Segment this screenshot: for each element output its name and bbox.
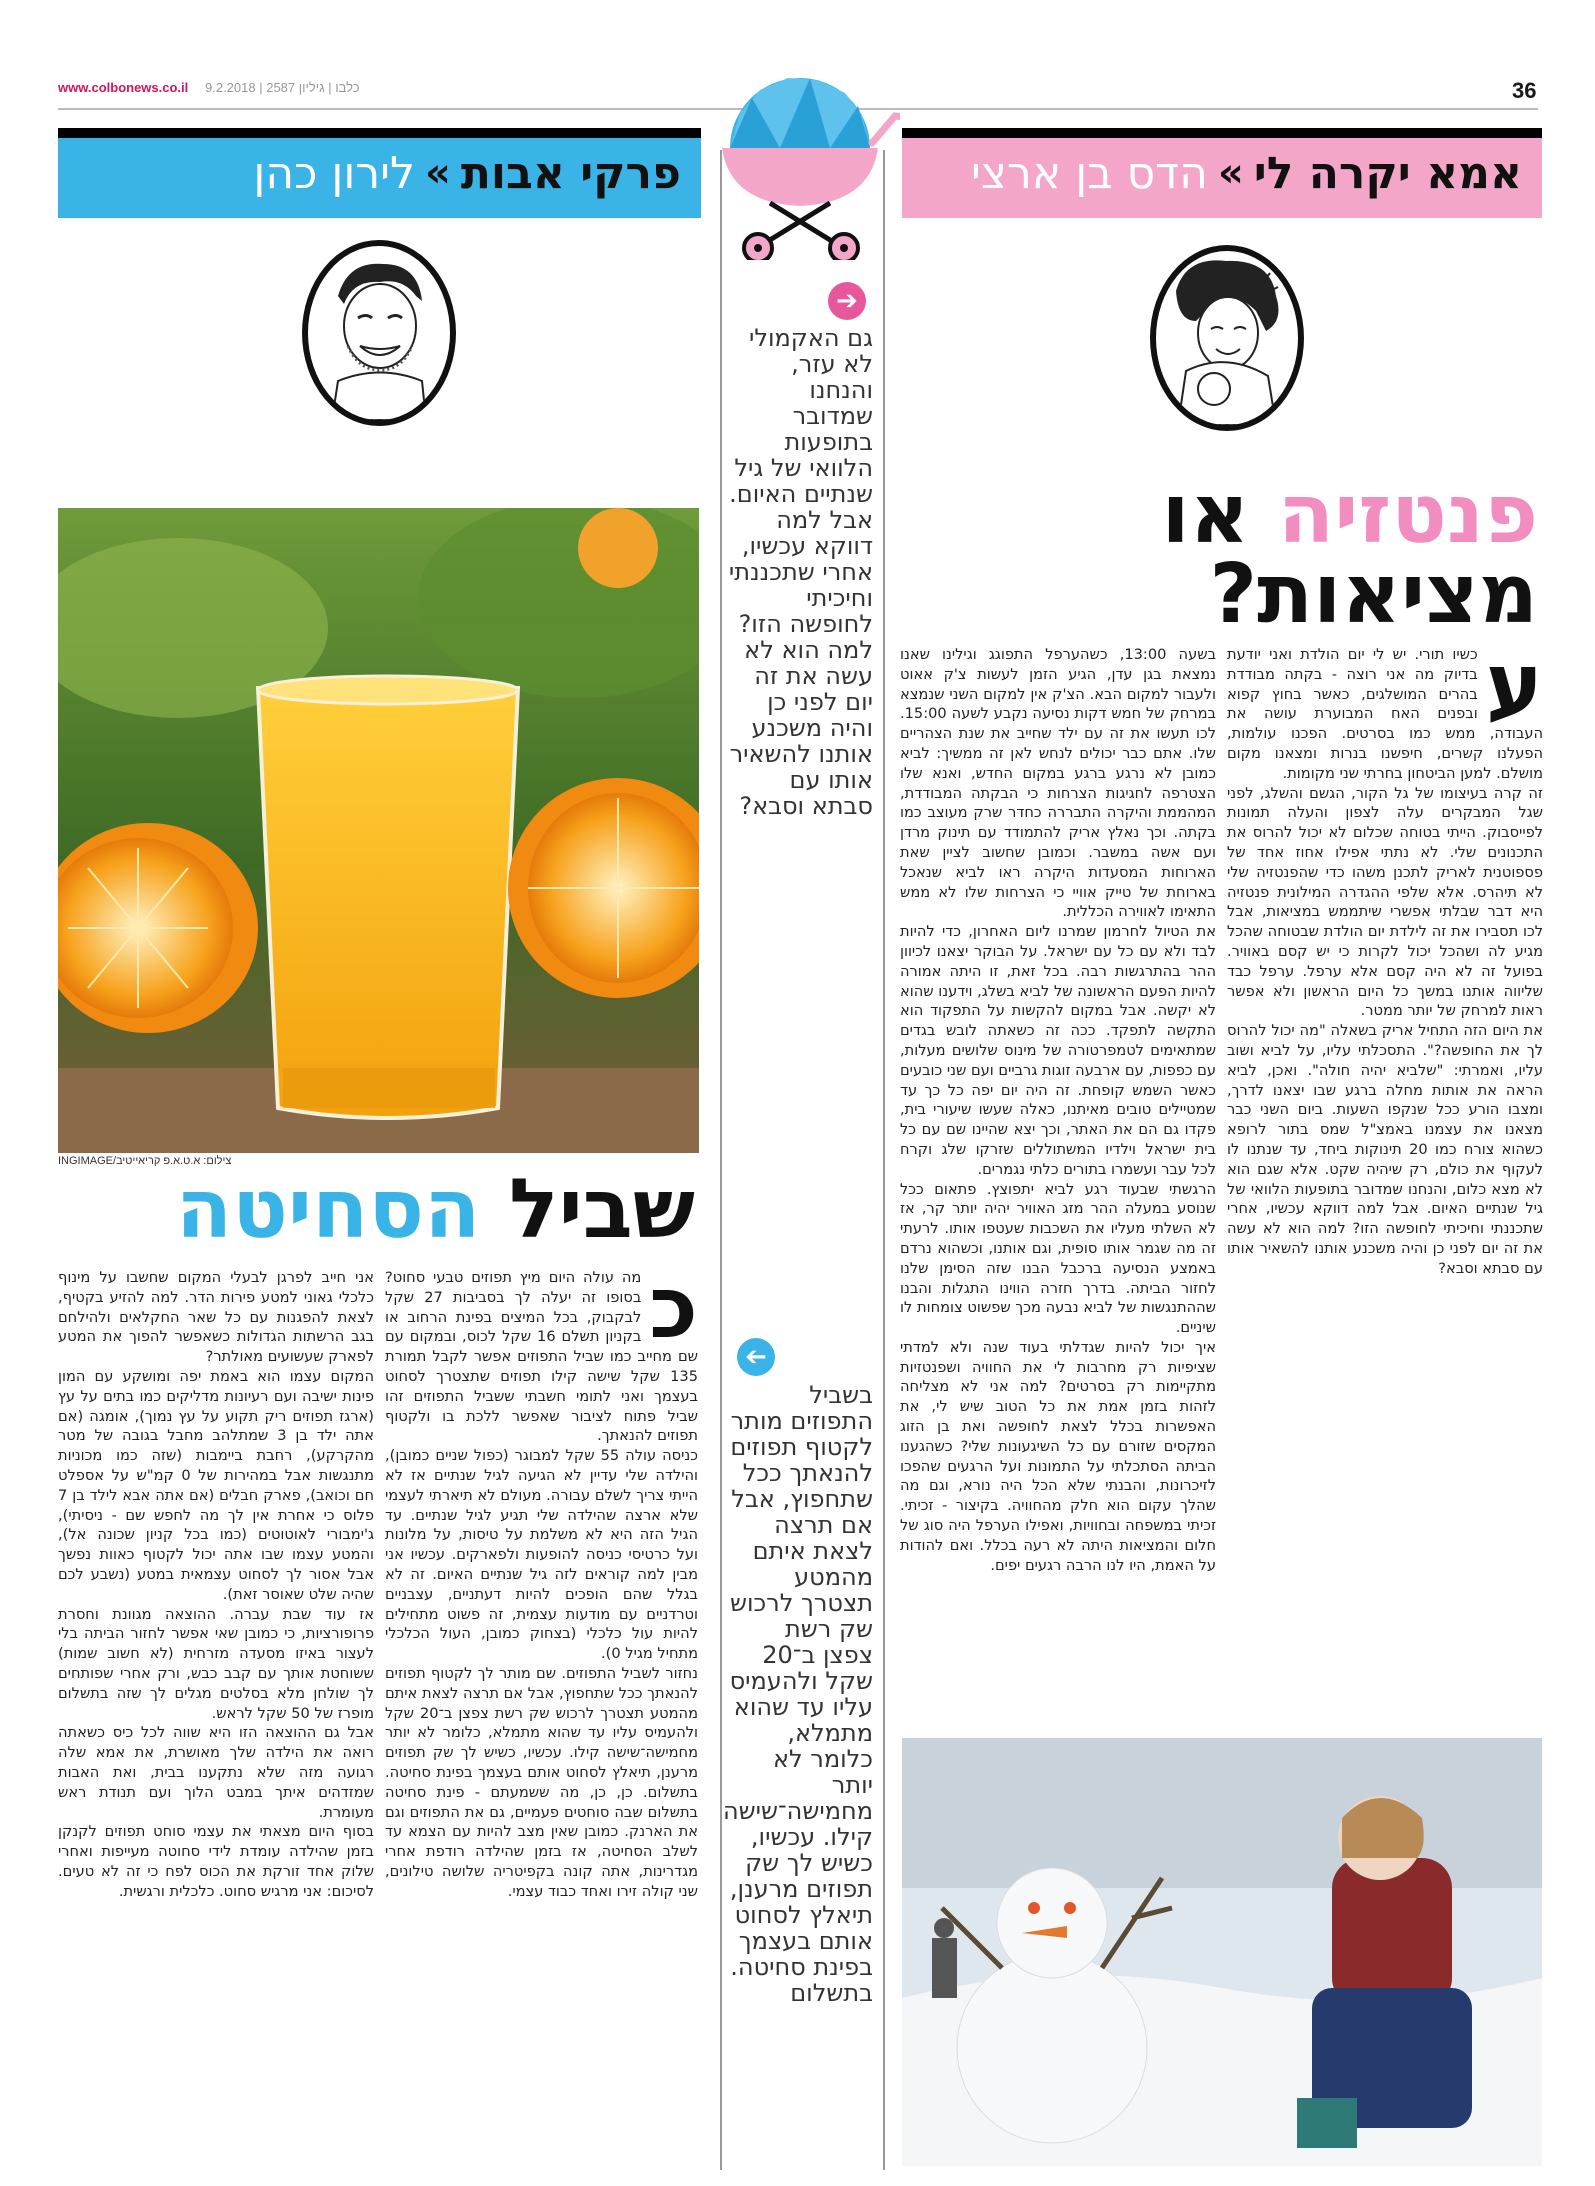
arrow-glyph: ➔ bbox=[745, 1342, 767, 1372]
arrow-left-icon bbox=[737, 1338, 775, 1376]
column-banner-right bbox=[902, 128, 1542, 218]
paragraph: מה עולה היום מיץ תפוזים טבעי סחוט? בסופו זה יעלה לך בסביבות 27 שקל לבקבוק, בכל המיצים בפינת הרחוב או בקניון תשלם 16 שקל לכוס, ובמקום עם שם מחייב כמו שביל התפוזים אפשר לקבל תמורת 135 שקל שישה קילו תפוזים שתצטרך לסחוט בעצמך ואני לתומי חשבתי ששביל התפוזים זהו שביל פתוח לציבור שאפשר ללכת בו ולקטוף תפוזים להנאתך. bbox=[385, 1269, 698, 1445]
baby-stroller-icon bbox=[700, 60, 900, 260]
paragraph: הרגשתי שבעוד רגע לביא יתפוצץ. פתאום ככל שנוסע במעלה ההר מזג האוויר יהיה יותר קר, אז לא השלתי מעליו את השכבות שעטפו אותו. לרעתי זה מה שגמר אותו סופית, וגם אותנו, וכשהוא נרדם באמצע הנסיעה ברכבל הבנו שזה הסימן שלנו לחזור הביתה. בדרך חזרה הווינו התגלות והבנו שההתנגשות של לביא נבעה מכך שפשוט צומחות לו שיניים. bbox=[900, 1180, 1216, 1337]
paragraph: המקום עצמו הוא באמת יפה ומושקע עם המון פינות ישיבה ועם רעיונות מדליקים כמו בתים על עץ (ארגז תפוזים ריק תקוע על עץ נמוך), אומגה (אם אתה ילד בן 3 שמתלהב מחבל בגובה של מטר מהקרקע), רחבת ביימבות (שזה כמו מכוניות מתנגשות אבל במהירות של 0 קמ"ש על אספלט חם וכואב), פארק חבלים (אם אתה אבא לילד בן 7 פלוס כי אחרת אין לך מה לחפש שם - ניסיתי), ג'ימבורי לאוטוטים (כמו בכל קניון שכונה אל), והמטע עצמו שבו אתה יכול לקטוף כאוות נפשך אבל אסור לך לסחוט עצמאית במטע (נשבע לכם שהיה שלט שאוסר זאת). bbox=[58, 1367, 374, 1603]
column-title: פרקי אבות bbox=[460, 147, 681, 199]
paragraph: אבל גם ההוצאה הזו היא שווה לכל כיס כשאתה רואה את הילדה שלך מאושרת, את אמא שלה רגועה מזה שלא נתקענו בבית, ואת האבות שמזדהים איתך במבט הלוך ועם תנודת ראש מעומרת. bbox=[58, 1724, 374, 1821]
headline-highlight: הסחיטה bbox=[175, 1162, 481, 1257]
article-column-left-1 bbox=[385, 1268, 698, 2148]
paragraph: אני חייב לפרגן לבעלי המקום שחשבו על מינוף כלכלי גאוני למטע פירות הדר. למה להזיע בקטיף, לצאת להפגנות עם כל שאר החקלאים ולהילחם בגב הרשתות הגדולות כשאפשר להפוך את המטע לפארק שעשועים מאולתר? bbox=[58, 1269, 374, 1366]
author-portrait-woman bbox=[1150, 245, 1304, 431]
headline-word: או bbox=[1161, 467, 1250, 562]
paragraph: כשיו תורי. יש לי יום הולדת ואני יודעת בדיוק מה אני רוצה - בקתה מבודדת בהרים המושלגים, כאשר בחוץ קפוא ובפנים האח המבוערת עושה את העבודה, ממש כמו בסרטים. הפכנו עולמות, הפעלנו קשרים, חיפשנו בנרות ומצאנו מקום מושלם. למען הביטחון בחרתי שני מקומות. bbox=[1227, 646, 1543, 782]
headline-highlight: פנטזיה bbox=[1277, 467, 1538, 562]
author-portrait-man bbox=[302, 240, 456, 426]
orange-juice-photo bbox=[58, 508, 699, 1153]
site-url[interactable]: www.colbonews.co.il bbox=[58, 80, 189, 95]
pull-quote: בשביל התפוזים מותר לקטוף תפוזים להנאתך ככל שתחפוץ, אבל אם תרצה לצאת איתם מהמטע תצטרך לרכוש שק רשת צפצן ב־20 שקל ולהעמיס עליו עד שהוא מתמלא, כלומר לא יותר מחמישה־שישה קילו. עכשיו, כשיש לך שק תפוזים מרענן, תיאלץ לסחוט אותם בעצמך בפינת סחיטה. בתשלום bbox=[722, 1381, 873, 2007]
drop-cap: כ bbox=[649, 1268, 698, 1358]
column-divider bbox=[720, 150, 722, 2170]
column-divider bbox=[883, 150, 885, 2170]
author-name: לירון כהן bbox=[253, 147, 416, 199]
chevron-icon: » bbox=[1217, 150, 1244, 196]
chevron-icon: » bbox=[425, 150, 451, 196]
paragraph: בסוף היום מצאתי את עצמי סוחט תפוזים לקנקן בזמן שהילדה עומדת לידי סחוטה מעייפות ואחרי שלוק אחד זורקת את הכוס לפח כי זה לא טעים. לסיכום: אני מרגיש סחוט. כלכלית ורגשית. bbox=[58, 1823, 374, 1900]
page-number: 36 bbox=[1512, 78, 1537, 103]
column-banner-left bbox=[58, 128, 701, 218]
paragraph: אז עוד שבת עברה. ההוצאה מגוונת וחסרת פרופורציות, כי כמובן שאי אפשר לחזור הביתה בלי לעצור באיזו מסעדה מזרחית (לא חשוב שמות) ששוחטת אותך עם קבב כבש, ורק אחרי שפותחים לך שולחן מלא בסלטים מגלים לך שזה בתשלום מופרז של 50 שקל לראש. bbox=[58, 1605, 374, 1722]
issue-info: כלבו | גיליון 2587 | 9.2.2018 bbox=[205, 80, 360, 95]
paragraph: את הטיול לחרמון שמרנו ליום האחרון, כדי להיות לבד ולא עם כל עם ישראל. על הבוקר יצאנו לכיוון ההר בהתרגשות רבה. בכל זאת, זו היתה אמורה להיות הפעם הראשונה של לביא בשלג, וידענו שהוא לא יקשה. אבל במקום להקשות על התפקוד הוא התקשה לתפקד. ככה זה כשאתה לובש בגדים שמתאימים לטמפרטורה של מינוס שלושים מעלות, עם כפפות, עם ארבעה זוגות גרביים ועם שני כובעים כאשר השמש קופחת. זה היה יום יפה כל כך עד שמטיילים טובים מאיתנו, כאלה שעשו שיעורי בית, פקדו גם הם את האתר, וכך יצא שהיינו שם עם כל בית ישראל וילדיו המשתוללים שזרקו שלג וקרח לכל עבר ועשמרו בתורים כלתי נגמרים. bbox=[900, 923, 1216, 1178]
paragraph: נחזור לשביל התפוזים. שם מותר לך לקטוף תפוזים להנאתך ככל שתחפוץ, אבל אם תרצה לצאת איתם מהמטע תצטרך לרכוש שק רשת צפצן ב־20 שקל ולהעמיס עליו עד שהוא מתמלא, כלומר לא יותר מחמישה־שישה קילו. עכשיו, כשיש לך שק תפוזים מרענן, תיאלץ לסחוט אותם בעצמך בפינת סחיטה. בתשלום. כן, כן, מה ששמעתם - פינת סחיטה בתשלום שבה סוחטים פעמיים, גם את התפוזים וגם את הארנק. כמובן שאין מצב להיות עם הצמא עד לשלב הסחיטה, אז בזמן שהילדה רודפת אחרי מגדרינות, אתה קונה בקפיטריה שלושה טילונים, שני קולה זירו ואחד כבוד עצמי. bbox=[385, 1664, 698, 1900]
arrow-right-icon: ➔ bbox=[828, 282, 866, 320]
photo-credit: צילום: א.ט.א.פ קריאייטיב/INGIMAGE bbox=[58, 1155, 232, 1167]
article-column-right-1 bbox=[1227, 645, 1543, 1695]
paragraph: זה קרה בעיצומו של גל הקור, הגשם והשלג, לפני שגל המבקרים עלה לצפון והעלה תמונות לפייסבוק. הייתי בטוחה שכלום לא יכול להרוס את התכנונים שלי. לא נתתי אפילו אחוז אחד של פספוטנית לאריק לתכנן משהו כדי שהפנטזיה שלי לא תיהרס. אלא שלפי ההגדרה המילונית פנטזיה היא דבר שבלתי אפשרי שיתממש במציאות, אבל לכו תסבירו את זה לילדת יום הולדת שבטוחה שהכל מגיע לה ושהכל יכול לקרות כי יש קסם באוויר. בפועל זה לא היה קסם אלא ערפל. ערפל כבד שליווה אותנו במשך כל היום הראשון ולא אפשר ראות למרחק של יותר ממטר. bbox=[1227, 784, 1543, 1020]
headline-line-2: מציאות? bbox=[1209, 547, 1538, 642]
drop-cap: ע bbox=[1485, 645, 1543, 735]
paragraph: בשעה 13:00, כשהערפל התפוגג וגילינו שאנו נמצאת בגן עדן, הגיע הזמן לעשות צ'ק אאוט ולעבור למקום הבא. הצ'ק אין למקום השני שנמצא במרחק של חמש דקות נסיעה נקבע לשעה 15:00. לכו תעשו את זה עם ילד שחייב את שנת הצהריים שלו. אתם כבר יכולים לנחש לאן זה ממשיך: לביא כמובן לא נרגע ברגע במקום החדש, ואנא שלו הצטרפה לחגיגות הצרחות כי הבקתה המבודדת, המהממת והיקרה התבררה כחדר שרק מעוצב כמו בקתה. וכך נאלץ אריק להתמודד עם תינוק מרדן ועם אשה במשבר. וכמובן שחשוב לציין שאת הארוחות המסעדות היקרה ראו לביא שנאכל בארוחת של טייק אוויי כי הצרחות שלו לא ממש התאימו לאווירה הכללית. bbox=[900, 646, 1216, 921]
headline-word: שביל bbox=[509, 1162, 695, 1257]
paragraph: כניסה עולה 55 שקל למבוגר (כפול שניים כמובן), והילדה שלי עדיין לא הגיעה לגיל שנתיים אז לא הייתי צריך לשלם עבורה. מעולם לא תיארתי לעצמי שלא ארצה שהילדה שלי תגיע לגיל שנתיים. עד הגיל הזה היא לא משלמת על טיסות, על מלונות ועל כרטיסי כניסה להופעות ולפארקים. עכשיו אני מבין למה קוראים לזה גיל שנתיים האיום. זה לא בגלל שהם הופכים להיות דעתניים, עצבניים וטרדניים עם מודעות עצמית, זה פשוט מתחילים להיות עול כלכלי (בצחוק כמובן, העול הכלכלי מתחיל מגיל 0). bbox=[385, 1447, 698, 1663]
snowman-photo bbox=[902, 1738, 1542, 2166]
author-name: הדס בן ארצי bbox=[971, 147, 1208, 199]
paragraph: איך יכול להיות שגדלתי בעוד שנה ולא למדתי שציפיות רק מחרבות לי את החוויה ושפנטזיות מתקיימות רק בסרטים? למה אני לא מצליחה לזהות בזמן אמת את כל הטוב שיש לי, את האפשרות בכלל לצאת לחופשה ואת בן הזוג המקסים שזורם עם כל השיגעונות שלי? כשהגענו הביתה הסתכלתי על התמונות ועל הרגעים שהפכו לזיכרונות, והבנתי שלא הכל היה נורא, וגם מה שהלך עקום הוא חלק מהחוויה. בקיצור - זכיתי. זכיתי במשפחה ובחוויות, ואפילו הערפל היה סוג של חלום והמציאות היתה לא רעה בכלל. ואם להודות על האמת, היו לנו הרבה רגעים יפים. bbox=[900, 1338, 1216, 1574]
article-column-right-2 bbox=[900, 645, 1216, 1695]
column-title: אמא יקרה לי bbox=[1253, 147, 1522, 199]
pull-quote: גם האקמולי לא עזר, והנחנו שמדובר בתופעות הלוואי של גיל שנתיים האיום. אבל למה דווקא עכשיו, אחרי שתכננתי וחיכיתי לחופשה הזו? למה הוא לא עשה את זה יום לפני כן והיה משכנע אותנו להשאיר אותו עם סבתא וסבא? bbox=[728, 324, 873, 820]
paragraph: את היום הזה התחיל אריק בשאלה "מה יכול להרוס לך את החופשה?". התסכלתי עליו, על לביא ושוב עליו, ואמרתי: "שלביא יהיה חולה". ואכן, לביא הראה את אותות מחלה ברגע שבו יצאנו לדרך, ומצבו הורע ככל שנקפו השעות. ביום השני כבר מצאנו את עצמנו באמצ"ל שמס בתור לרופא כשהוא צורח כמו 20 תינוקות ביחד, עד שנתנו לו לעקוף את כולם, רק שיהיה שקט. אלא שגם הוא לא מצא כלום, והנחנו שמדובר בתופעות הלוואי של גיל שנתיים האיום. אבל למה דווקא עכשיו, אחרי שתכננתי וחיכיתי לחופשה הזו? למה הוא לא עשה את זה יום לפני כן והיה משכנע אותנו להשאיר אותו עם סבתא וסבא? bbox=[1227, 1022, 1543, 1277]
headline-left bbox=[175, 1162, 695, 1257]
article-column-left-2 bbox=[58, 1268, 374, 2148]
